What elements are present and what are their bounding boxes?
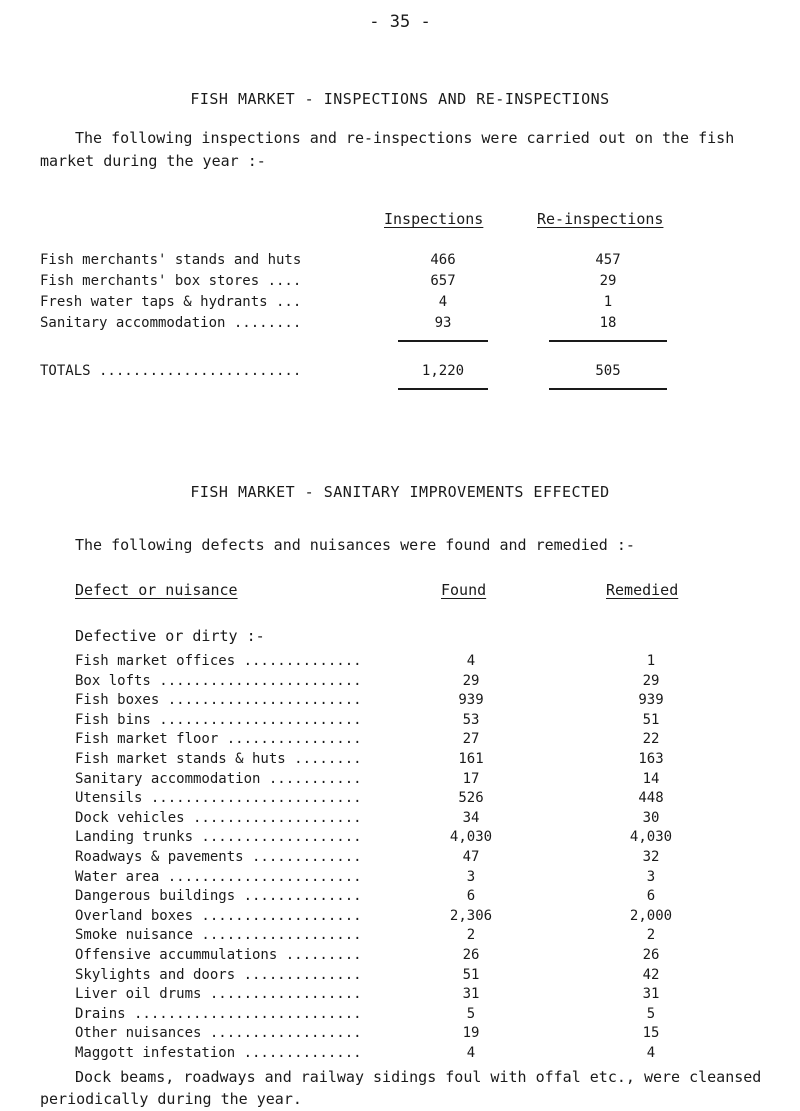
row-remedied: 32 <box>642 849 660 865</box>
total-rule-top-1 <box>398 340 488 342</box>
row-found: 29 <box>462 673 480 689</box>
table-row <box>0 829 800 849</box>
table-row <box>0 692 800 712</box>
row-label: Utensils ......................... <box>75 790 362 806</box>
row-label: Box lofts ........................ <box>75 673 362 689</box>
row-label: Fish market floor ................ <box>75 731 362 747</box>
row-remedied: 15 <box>642 1025 660 1041</box>
row-label: Dangerous buildings .............. <box>75 888 362 904</box>
row-found: 4,030 <box>449 829 493 845</box>
row-label: Fish merchants' stands and huts <box>40 252 302 268</box>
row-label: Fish market offices .............. <box>75 653 362 669</box>
row-label: Roadways & pavements ............. <box>75 849 362 865</box>
row-label: Dock vehicles .................... <box>75 810 362 826</box>
row-found: 2 <box>466 927 476 943</box>
found-header: Found <box>441 581 487 599</box>
table-row <box>0 986 800 1006</box>
row-found: 26 <box>462 947 480 963</box>
row-inspections: 657 <box>430 273 456 289</box>
row-found: 53 <box>462 712 480 728</box>
row-label: Overland boxes ................... <box>75 908 362 924</box>
row-remedied: 26 <box>642 947 660 963</box>
row-remedied: 42 <box>642 967 660 983</box>
section1-title: FISH MARKET - INSPECTIONS AND RE-INSPECTIONS <box>190 90 610 108</box>
row-remedied: 2 <box>646 927 656 943</box>
row-label: Fresh water taps & hydrants ... <box>40 294 302 310</box>
table-row <box>0 1025 800 1045</box>
row-label: Other nuisances .................. <box>75 1025 362 1041</box>
row-found: 31 <box>462 986 480 1002</box>
row-remedied: 163 <box>638 751 664 767</box>
row-label: Sanitary accommodation ........... <box>75 771 362 787</box>
row-remedied: 51 <box>642 712 660 728</box>
table-row <box>0 927 800 947</box>
row-remedied: 1 <box>646 653 656 669</box>
table-row <box>0 1006 800 1026</box>
table-row <box>0 1045 800 1065</box>
table-row <box>0 908 800 928</box>
table-row <box>0 771 800 791</box>
row-remedied: 30 <box>642 810 660 826</box>
row-found: 47 <box>462 849 480 865</box>
row-remedied: 3 <box>646 869 656 885</box>
inspections-header: Inspections <box>384 210 484 228</box>
row-found: 4 <box>466 1045 476 1061</box>
section2-title: FISH MARKET - SANITARY IMPROVEMENTS EFFECTED <box>190 483 610 501</box>
row-remedied: 4 <box>646 1045 656 1061</box>
row-found: 6 <box>466 888 476 904</box>
row-label: Landing trunks ................... <box>75 829 362 845</box>
totals-inspections: 1,220 <box>421 363 465 379</box>
row-label: Fish bins ........................ <box>75 712 362 728</box>
row-remedied: 6 <box>646 888 656 904</box>
row-inspections: 93 <box>434 315 452 331</box>
row-label: Fish boxes ....................... <box>75 692 362 708</box>
row-remedied: 2,000 <box>629 908 673 924</box>
table-row <box>0 947 800 967</box>
row-remedied: 5 <box>646 1006 656 1022</box>
row-label: Maggott infestation .............. <box>75 1045 362 1061</box>
table-row <box>0 712 800 732</box>
table-row <box>0 869 800 889</box>
table-row <box>0 810 800 830</box>
footnote <box>40 1066 770 1110</box>
page-number: - 35 - <box>369 12 431 32</box>
row-reinspections: 1 <box>603 294 613 310</box>
group-label: Defective or dirty :- <box>75 627 265 645</box>
section1-intro-text: The following inspections and re-inspections were carried out on the fish market during the year :- <box>40 129 735 170</box>
row-remedied: 4,030 <box>629 829 673 845</box>
table-row <box>0 888 800 908</box>
table-row <box>0 849 800 869</box>
row-inspections: 4 <box>438 294 448 310</box>
row-found: 4 <box>466 653 476 669</box>
section1-intro <box>40 127 765 173</box>
row-reinspections: 29 <box>599 273 617 289</box>
table-row <box>0 294 800 314</box>
table-row <box>0 731 800 751</box>
total-rule-bottom-2 <box>549 388 667 390</box>
row-found: 27 <box>462 731 480 747</box>
totals-reinspections: 505 <box>595 363 621 379</box>
row-label: Fish market stands & huts ........ <box>75 751 362 767</box>
section2-intro-text: The following defects and nuisances were found and remedied :- <box>75 536 635 554</box>
table-row <box>0 790 800 810</box>
table-row <box>0 273 800 293</box>
table-row <box>0 751 800 771</box>
section2-intro <box>40 534 765 557</box>
row-remedied: 22 <box>642 731 660 747</box>
table-row <box>0 252 800 272</box>
table-row <box>0 673 800 693</box>
row-found: 19 <box>462 1025 480 1041</box>
row-label: Fish merchants' box stores .... <box>40 273 302 289</box>
table-row <box>0 967 800 987</box>
row-found: 34 <box>462 810 480 826</box>
row-remedied: 29 <box>642 673 660 689</box>
row-found: 3 <box>466 869 476 885</box>
row-inspections: 466 <box>430 252 456 268</box>
total-rule-bottom-1 <box>398 388 488 390</box>
total-rule-top-2 <box>549 340 667 342</box>
remedied-header: Remedied <box>606 581 679 599</box>
row-found: 526 <box>458 790 484 806</box>
row-label: Offensive accummulations ......... <box>75 947 362 963</box>
row-label: Drains ........................... <box>75 1006 362 1022</box>
defect-header: Defect or nuisance <box>75 581 238 599</box>
row-reinspections: 18 <box>599 315 617 331</box>
row-remedied: 448 <box>638 790 664 806</box>
row-remedied: 14 <box>642 771 660 787</box>
row-reinspections: 457 <box>595 252 621 268</box>
footnote-text: Dock beams, roadways and railway sidings foul with offal etc., were cleansed periodically during the year. <box>40 1068 762 1108</box>
row-found: 5 <box>466 1006 476 1022</box>
totals-label: TOTALS ........................ <box>40 363 302 379</box>
row-found: 2,306 <box>449 908 493 924</box>
reinspections-header: Re-inspections <box>537 210 664 228</box>
row-label: Sanitary accommodation ........ <box>40 315 302 331</box>
row-label: Liver oil drums .................. <box>75 986 362 1002</box>
table-row <box>0 653 800 673</box>
row-found: 51 <box>462 967 480 983</box>
row-label: Skylights and doors .............. <box>75 967 362 983</box>
row-label: Water area ....................... <box>75 869 362 885</box>
row-label: Smoke nuisance ................... <box>75 927 362 943</box>
totals-row <box>0 363 800 383</box>
table-row <box>0 315 800 335</box>
row-found: 161 <box>458 751 484 767</box>
row-remedied: 31 <box>642 986 660 1002</box>
row-remedied: 939 <box>638 692 664 708</box>
row-found: 17 <box>462 771 480 787</box>
row-found: 939 <box>458 692 484 708</box>
